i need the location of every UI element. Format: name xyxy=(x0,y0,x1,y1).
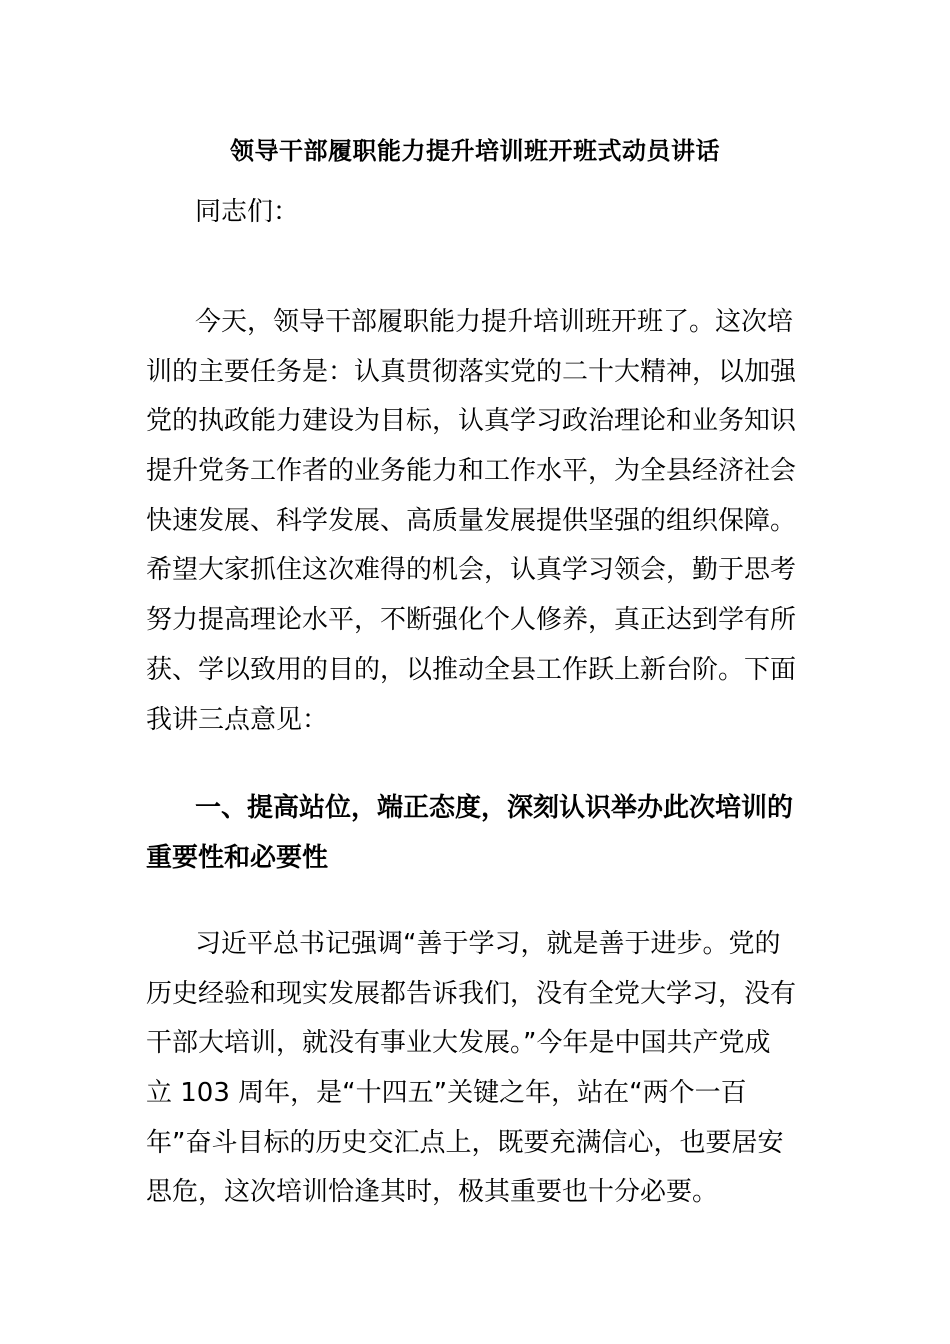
paragraph-line: 思危，这次培训恰逢其时，极其重要也十分必要。 xyxy=(146,1177,719,1208)
paragraph-line: 提升党务工作者的业务能力和工作水平，为全县经济社会 xyxy=(146,456,797,487)
document-title: 领导干部履职能力提升培训班开班式动员讲话 xyxy=(230,137,720,165)
paragraph-line: 习近平总书记强调“善于学习，就是善于进步。党的 xyxy=(195,929,781,959)
heading-line: 重要性和必要性 xyxy=(146,842,329,873)
paragraph-line: 训的主要任务是：认真贯彻落实党的二十大精神，以加强 xyxy=(146,356,797,387)
salutation: 同志们： xyxy=(195,197,300,227)
paragraph-line: 获、学以致用的目的，以推动全县工作跃上新台阶。下面 xyxy=(146,654,797,685)
paragraph-line: 党的执政能力建设为目标，认真学习政治理论和业务知识 xyxy=(146,406,797,437)
paragraph-line: 我讲三点意见： xyxy=(146,704,329,735)
paragraph-line: 快速发展、科学发展、高质量发展提供坚强的组织保障。 xyxy=(146,505,797,536)
paragraph-line: 努力提高理论水平，不断强化个人修养，真正达到学有所 xyxy=(146,605,797,636)
paragraph-line: 立 103 周年，是“十四五”关键之年，站在“两个一百 xyxy=(146,1078,747,1109)
paragraph-line: 历史经验和现实发展都告诉我们，没有全党大学习，没有 xyxy=(146,978,797,1009)
paragraph-line: 干部大培训，就没有事业大发展。”今年是中国共产党成 xyxy=(146,1028,771,1059)
paragraph-line: 年”奋斗目标的历史交汇点上，既要充满信心，也要居安 xyxy=(146,1127,784,1158)
heading-line: 一、提高站位，端正态度，深刻认识举办此次培训的 xyxy=(195,793,794,823)
section-heading-1 xyxy=(146,784,808,883)
paragraph-line: 希望大家抓住这次难得的机会，认真学习领会，勤于思考 xyxy=(146,555,797,586)
paragraph-opening xyxy=(146,298,808,745)
paragraph-section-1 xyxy=(146,920,808,1218)
paragraph-line: 今天，领导干部履职能力提升培训班开班了。这次培 xyxy=(195,307,794,337)
